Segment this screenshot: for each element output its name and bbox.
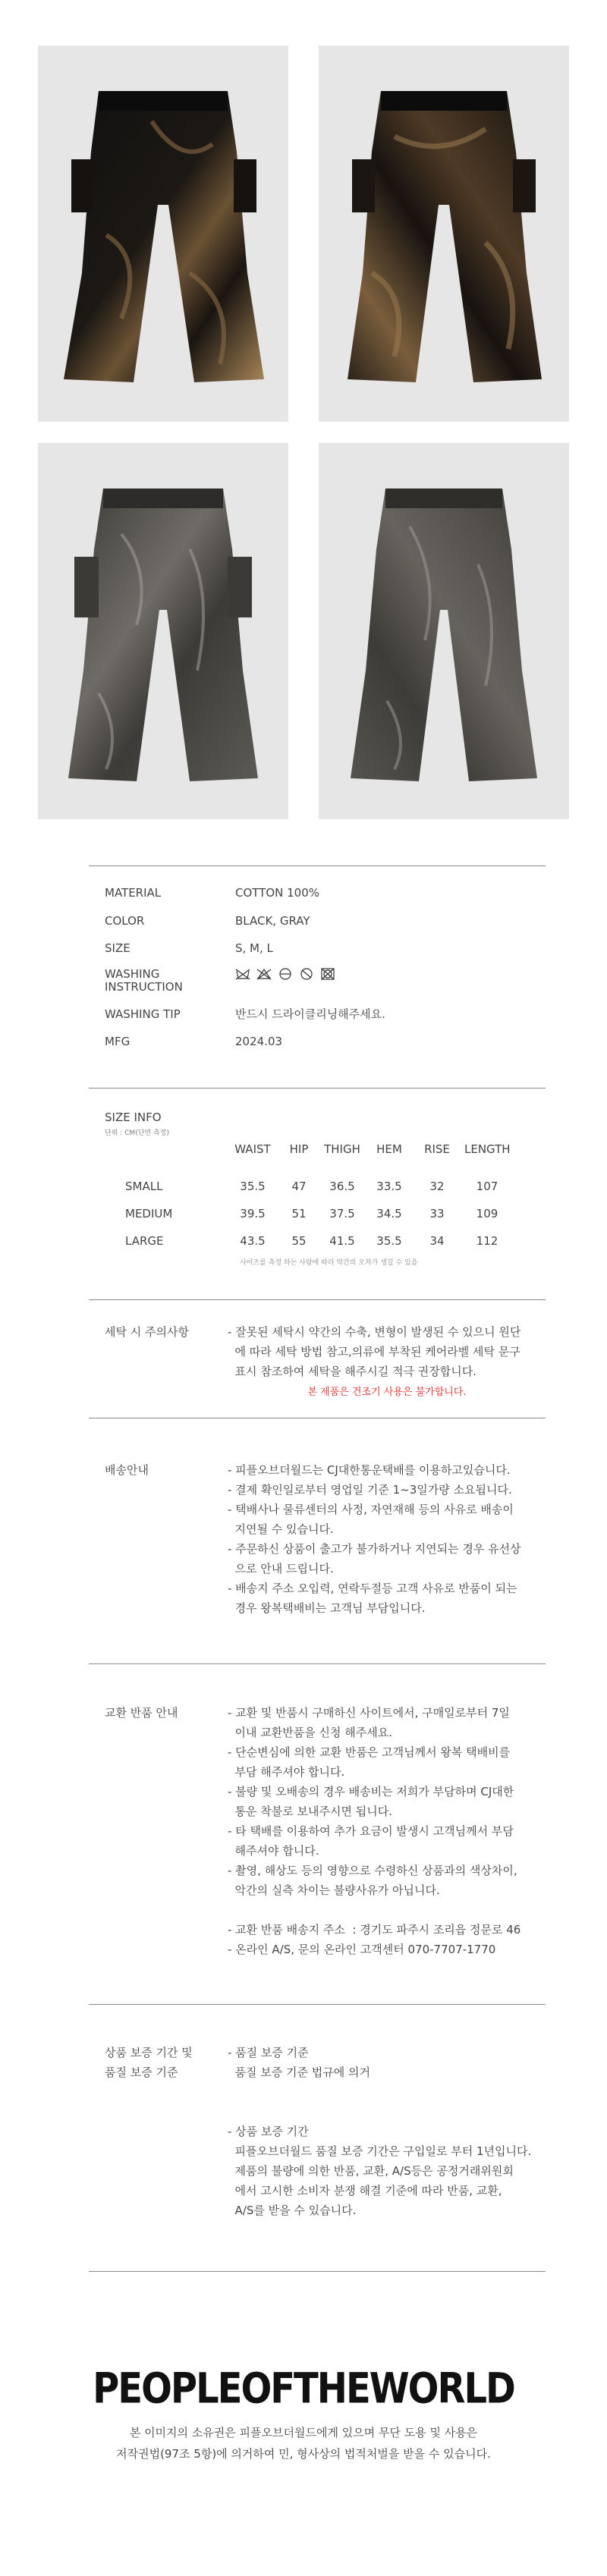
no-tumble-dry-icon [320,968,335,985]
size-row-small: SMALL [125,1180,163,1193]
returns-line: - 타 택배를 이용하여 추가 요금이 발생시 고객님께서 부담 [228,1824,514,1838]
dry-clean-icon [299,968,314,985]
size-col-hip: HIP [289,1142,309,1156]
shipping-line: - 주문하신 상품이 출고가 불가하거나 지연되는 경우 유선상 [228,1542,521,1556]
size-cell: 35.5 [376,1234,402,1248]
warranty-line: - 품질 보증 기준 [228,2046,309,2059]
warranty-title-line2: 품질 보증 기준 [105,2066,178,2079]
shipping-line: 지연될 수 있습니다. [228,1522,334,1536]
size-info-title: SIZE INFO [105,1111,162,1124]
warranty-line: - 상품 보증 기간 [228,2125,309,2138]
returns-body [228,1703,546,1959]
size-col-length: LENGTH [464,1142,511,1156]
divider [89,865,546,866]
divider [89,1088,546,1089]
warranty-line: 제품의 불량에 의한 반품, 교환, A/S등은 공정거래위원회 [228,2164,514,2178]
product-photo-black-back [319,46,569,422]
returns-line: - 불량 및 오배송의 경우 배송비는 저희가 부담하며 CJ대한 [228,1785,514,1798]
product-photo-gray-back [319,443,569,819]
product-photo-gray-front [38,443,288,819]
copyright-line2: 저작권법(97조 5항)에 의거하여 민, 형사상의 법적처벌을 받을 수 있습니다. [116,2447,491,2461]
divider [89,1663,546,1664]
returns-line: 해주셔야 합니다. [228,1844,319,1858]
warranty-body [228,2043,546,2220]
returns-address: - 교환 반품 배송지 주소 : 경기도 파주시 조리읍 정문로 46 [228,1923,521,1937]
size-cell: 35.5 [240,1180,266,1193]
warranty-line: A/S를 받을 수 있습니다. [228,2204,357,2217]
shipping-body [228,1460,546,1618]
returns-line: 통운 착불로 보내주시면 됩니다. [228,1805,392,1818]
no-bleach-icon [256,968,272,985]
spec-label-mfg: MFG [105,1035,131,1048]
returns-line: 이내 교환반품을 신청 해주세요. [228,1726,392,1739]
returns-line: - 촬영, 해상도 등의 영향으로 수령하신 상품과의 색상차이, [228,1864,517,1877]
divider [89,2004,546,2005]
warranty-line: 품질 보증 기준 법규에 의거 [228,2066,370,2079]
brand-logo: PEOPLEOFTHEWORLD [93,2364,514,2414]
spec-value-size: S, M, L [235,941,273,955]
warranty-line: 피플오브더월드 품질 보증 기간은 구입일로 부터 1년입니다. [228,2144,532,2158]
spec-label-color: COLOR [105,914,145,928]
size-row-medium: MEDIUM [125,1207,173,1220]
shipping-title: 배송안내 [105,1463,149,1477]
size-cell: 34.5 [376,1207,402,1220]
size-info-note: 사이즈를 측정 하는 사람에 따라 약간의 오차가 생길 수 있음 [240,1259,418,1267]
returns-line: - 교환 및 반품시 구매하신 사이트에서, 구매일로부터 7일 [228,1706,510,1720]
size-cell: 47 [291,1180,307,1193]
size-col-waist: WAIST [234,1142,271,1156]
divider [89,1299,546,1300]
care-title: 세탁 시 주의사항 [105,1325,189,1339]
washing-icons [235,968,335,985]
size-cell: 33.5 [376,1180,402,1193]
spec-value-washing-tip: 반드시 드라이클리닝해주세요. [235,1007,385,1021]
size-cell: 32 [429,1180,445,1193]
care-body [228,1322,546,1403]
spec-label-washing-tip: WASHING TIP [105,1007,181,1021]
size-cell: 55 [291,1234,307,1248]
size-col-rise: RISE [424,1142,450,1156]
size-cell: 36.5 [329,1180,355,1193]
size-cell: 39.5 [240,1207,266,1220]
size-cell: 34 [429,1234,445,1248]
shipping-line: - 택배사나 물류센터의 사정, 자연재해 등의 사유로 배송이 [228,1503,514,1516]
size-info-unit: 단위 : CM(단면 측정) [105,1129,169,1137]
spec-value-color: BLACK, GRAY [235,914,310,928]
returns-line: 악간의 실측 차이는 불량사유가 아닙니다. [228,1883,440,1897]
shipping-line: - 배송지 주소 오입력, 연락두절등 고객 사유로 반품이 되는 [228,1582,517,1595]
warranty-title-line1: 상품 보증 기간 및 [105,2046,193,2059]
spec-label-material: MATERIAL [105,886,162,900]
shipping-line: - 피플오브더월드는 CJ대한통운택배를 이용하고있습니다. [228,1463,511,1477]
size-cell: 41.5 [329,1234,355,1248]
care-line: - 잘못된 세탁시 약간의 수축, 변형이 발생된 수 있으니 원단 [228,1325,521,1339]
size-row-large: LARGE [125,1234,164,1248]
size-cell: 112 [476,1234,498,1248]
spec-value-mfg: 2024.03 [235,1035,283,1048]
size-col-hem: HEM [376,1142,402,1156]
shipping-line: 으로 안내 드립니다. [228,1562,334,1575]
size-cell: 43.5 [240,1234,266,1248]
spec-value-material: COTTON 100% [235,886,320,900]
warranty-line: 에서 고시한 소비자 분쟁 해결 기준에 따라 반품, 교환, [228,2184,502,2197]
divider [89,2271,546,2272]
size-cell: 109 [476,1207,498,1220]
size-cell: 37.5 [329,1207,355,1220]
size-cell: 51 [291,1207,307,1220]
returns-line: - 단순변심에 의한 교환 반품은 고객님께서 왕복 택배비를 [228,1745,511,1759]
copyright-line1: 본 이미지의 소유권은 피플오브더월드에게 있으며 무단 도용 및 사용은 [129,2426,478,2439]
spec-label-washing-instruction: WASHING INSTRUCTION [105,967,183,994]
iron-low-icon [278,968,293,985]
size-cell: 107 [476,1180,498,1193]
care-line: 표시 참조하여 세탁을 해주시길 적극 권장합니다. [228,1365,476,1378]
spec-label-size: SIZE [105,941,131,955]
returns-title: 교환 반품 안내 [105,1706,178,1720]
shipping-line: 경우 왕복택배비는 고객님 부담입니다. [228,1601,426,1615]
product-photo-black-front [38,46,288,422]
no-wash-icon [235,968,250,985]
size-col-thigh: THIGH [324,1142,360,1156]
care-line: 에 따라 세탁 방법 참고,의류에 부착된 케어라벨 세탁 문구 [228,1345,521,1359]
size-cell: 33 [429,1207,445,1220]
returns-line: 부담 해주셔야 합니다. [228,1765,345,1779]
returns-contact: - 온라인 A/S, 문의 온라인 고객센터 070-7707-1770 [228,1943,496,1956]
shipping-line: - 결제 확인일로부터 영업일 기준 1~3일가량 소요됩니다. [228,1483,512,1497]
care-warning: 본 제품은 건조기 사용은 불가합니다. [307,1387,467,1398]
